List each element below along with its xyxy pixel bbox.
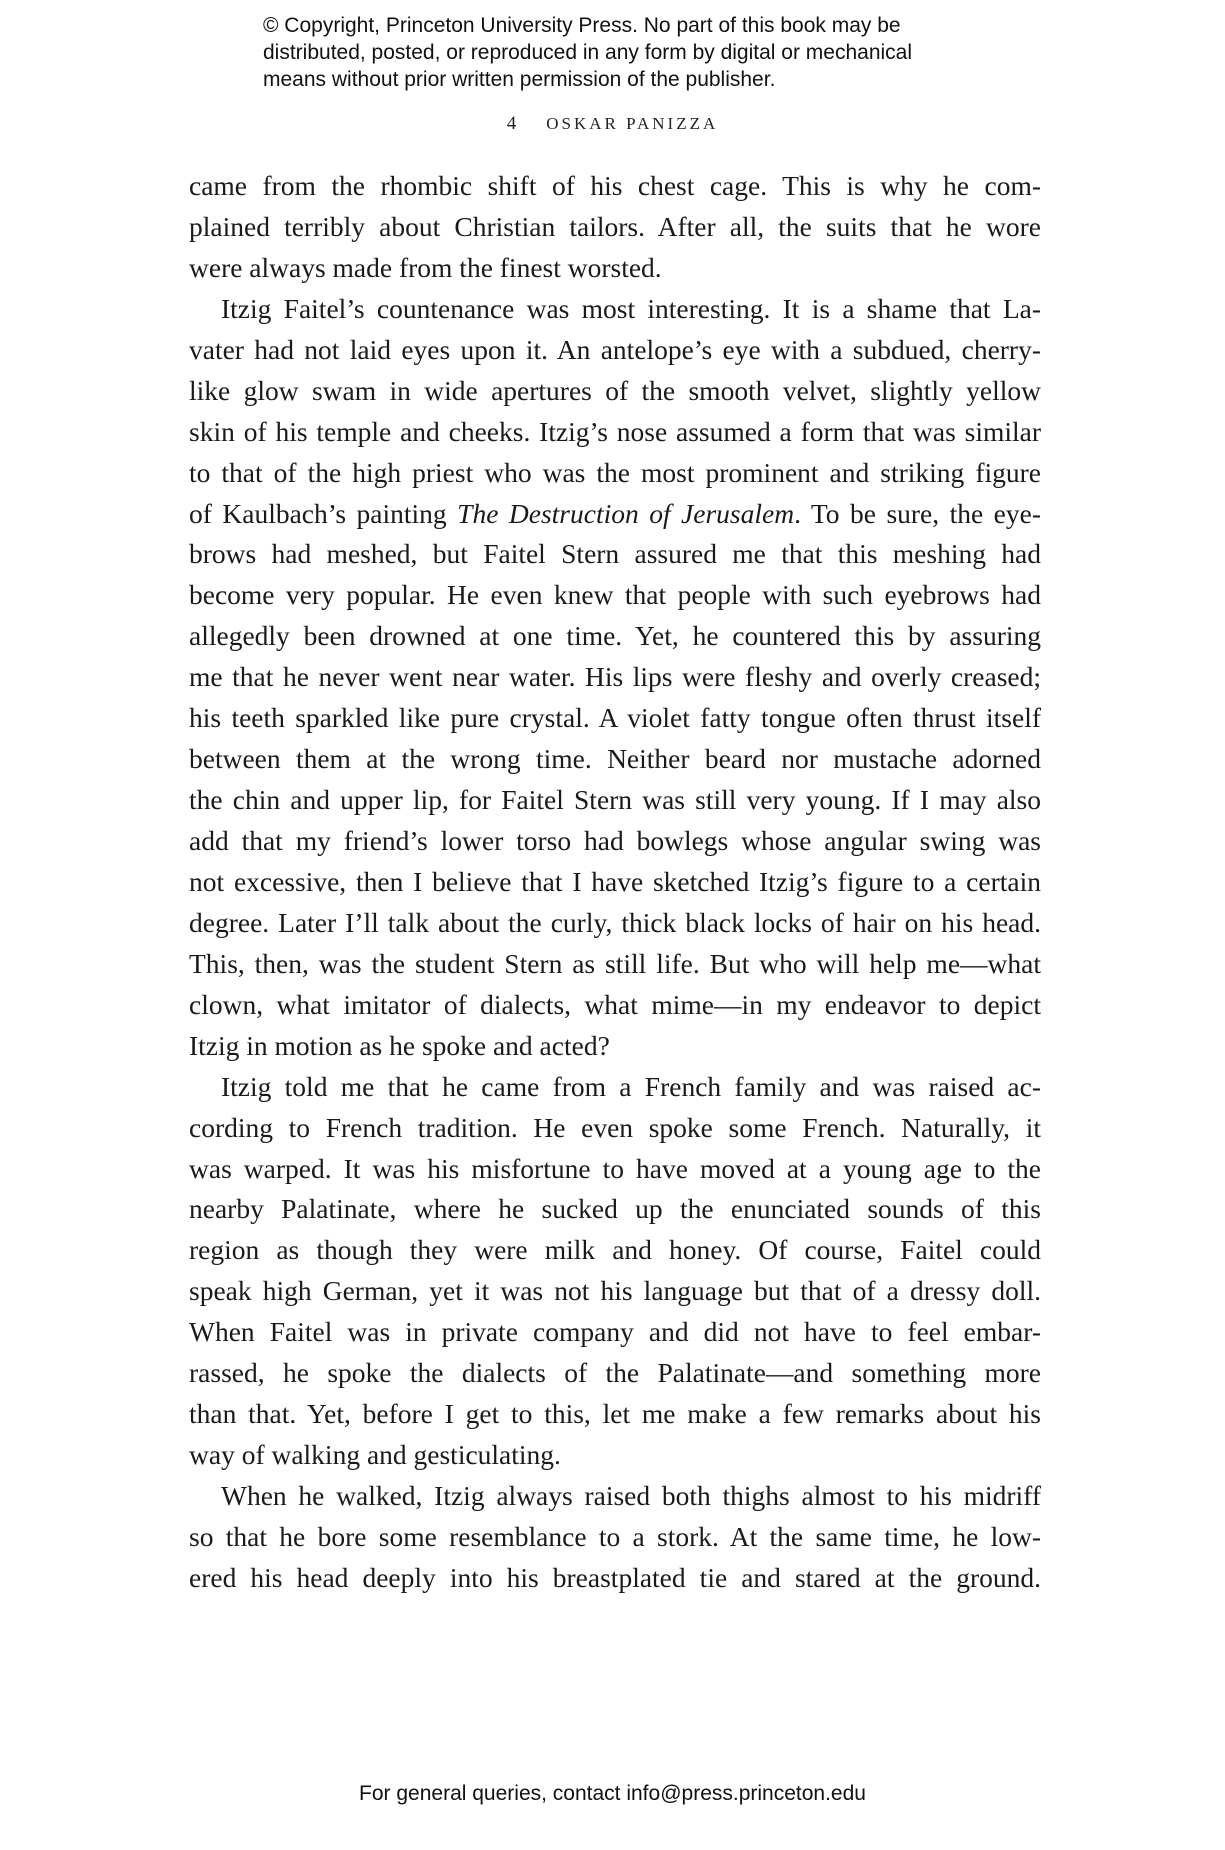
text-line: Itzig told me that he came from a French family and was raised ac- (221, 1070, 1041, 1102)
page-number: 4 (506, 113, 517, 134)
text-line: way of walking and gesticulating. (189, 1439, 561, 1471)
text-line: to that of the high priest who was the most prominent and striking figure (189, 456, 1041, 488)
text-line: came from the rhombic shift of his chest cage. This is why he com- (189, 170, 1041, 201)
text-line: Itzig in motion as he spoke and acted? (189, 1029, 610, 1061)
text-line: When Faitel was in private company and did not have to feel embar- (189, 1316, 1041, 1348)
text-line: not excessive, then I believe that I have sketched Itzig’s figure to a certain (189, 865, 1041, 897)
text-line: were always made from the finest worsted. (189, 251, 662, 283)
text-line: When he walked, Itzig always raised both thighs almost to his midriff (221, 1480, 1041, 1511)
text-line: add that my friend’s lower torso had bowlegs whose angular swing was (189, 825, 1041, 856)
text-line: vater had not laid eyes upon it. An antelope’s eye with a subdued, cherry- (189, 333, 1041, 365)
copyright-line: © Copyright, Princeton University Press. No part of this book may be (263, 14, 901, 37)
text-line: was warped. It was his misfortune to have moved at a young age to the (189, 1152, 1041, 1184)
text-line: me that he never went near water. His lips were fleshy and overly creased; (189, 661, 1041, 693)
running-head (0, 113, 1225, 135)
footer-contact: For general queries, contact info@press.princeton.edu (359, 1782, 866, 1805)
text-line: plained terribly about Christian tailors. After all, the suits that he wore (189, 210, 1041, 242)
copyright-line: distributed, posted, or reproduced in any form by digital or mechanical (263, 41, 913, 64)
running-head-author: OSKAR PANIZZA (546, 114, 719, 133)
text-run: of Kaulbach’s painting (189, 497, 458, 529)
text-line: This, then, was the student Stern as still life. But who will help me—what (189, 947, 1041, 979)
text-line: his teeth sparkled like pure crystal. A violet fatty tongue often thrust itself (189, 702, 1041, 734)
text-line: ered his head deeply into his breastplated tie and stared at the ground. (189, 1561, 1041, 1593)
text-line: region as though they were milk and honey. Of course, Faitel could (189, 1234, 1041, 1266)
copyright-line: means without prior written permission of the publisher. (263, 68, 776, 91)
text-line: become very popular. He even knew that people with such eyebrows had (189, 579, 1041, 611)
text-line: speak high German, yet it was not his language but that of a dressy doll. (189, 1275, 1041, 1307)
text-line: skin of his temple and cheeks. Itzig’s nose assumed a form that was similar (189, 415, 1041, 447)
text-line: nearby Palatinate, where he sucked up the enunciated sounds of this (189, 1193, 1041, 1225)
text-line: allegedly been drowned at one time. Yet, he countered this by assuring (189, 620, 1041, 652)
text-line: Itzig Faitel’s countenance was most interesting. It is a shame that La- (221, 292, 1041, 324)
painting-title: The Destruction of Jerusalem (457, 497, 795, 529)
text-line: clown, what imitator of dialects, what mime—in my endeavor to depict (189, 988, 1041, 1020)
text-line (189, 494, 1041, 535)
text-line: between them at the wrong time. Neither beard nor mustache adorned (189, 743, 1041, 775)
text-line: brows had meshed, but Faitel Stern assured me that this meshing had (189, 538, 1041, 570)
body-text (189, 166, 1041, 1599)
text-line: rassed, he spoke the dialects of the Palatinate—and something more (189, 1357, 1041, 1389)
text-line: than that. Yet, before I get to this, let me make a few remarks about his (189, 1398, 1041, 1430)
text-line: like glow swam in wide apertures of the smooth velvet, slightly yellow (189, 374, 1041, 406)
text-line: degree. Later I’ll talk about the curly, thick black locks of hair on his head. (189, 906, 1041, 938)
text-run: . To be sure, the eye- (794, 497, 1041, 529)
text-line: cording to French tradition. He even spoke some French. Naturally, it (189, 1111, 1041, 1143)
text-line: so that he bore some resemblance to a stork. At the same time, he low- (189, 1520, 1041, 1552)
copyright-notice (263, 12, 1023, 93)
text-line: the chin and upper lip, for Faitel Stern was still very young. If I may also (189, 784, 1041, 816)
